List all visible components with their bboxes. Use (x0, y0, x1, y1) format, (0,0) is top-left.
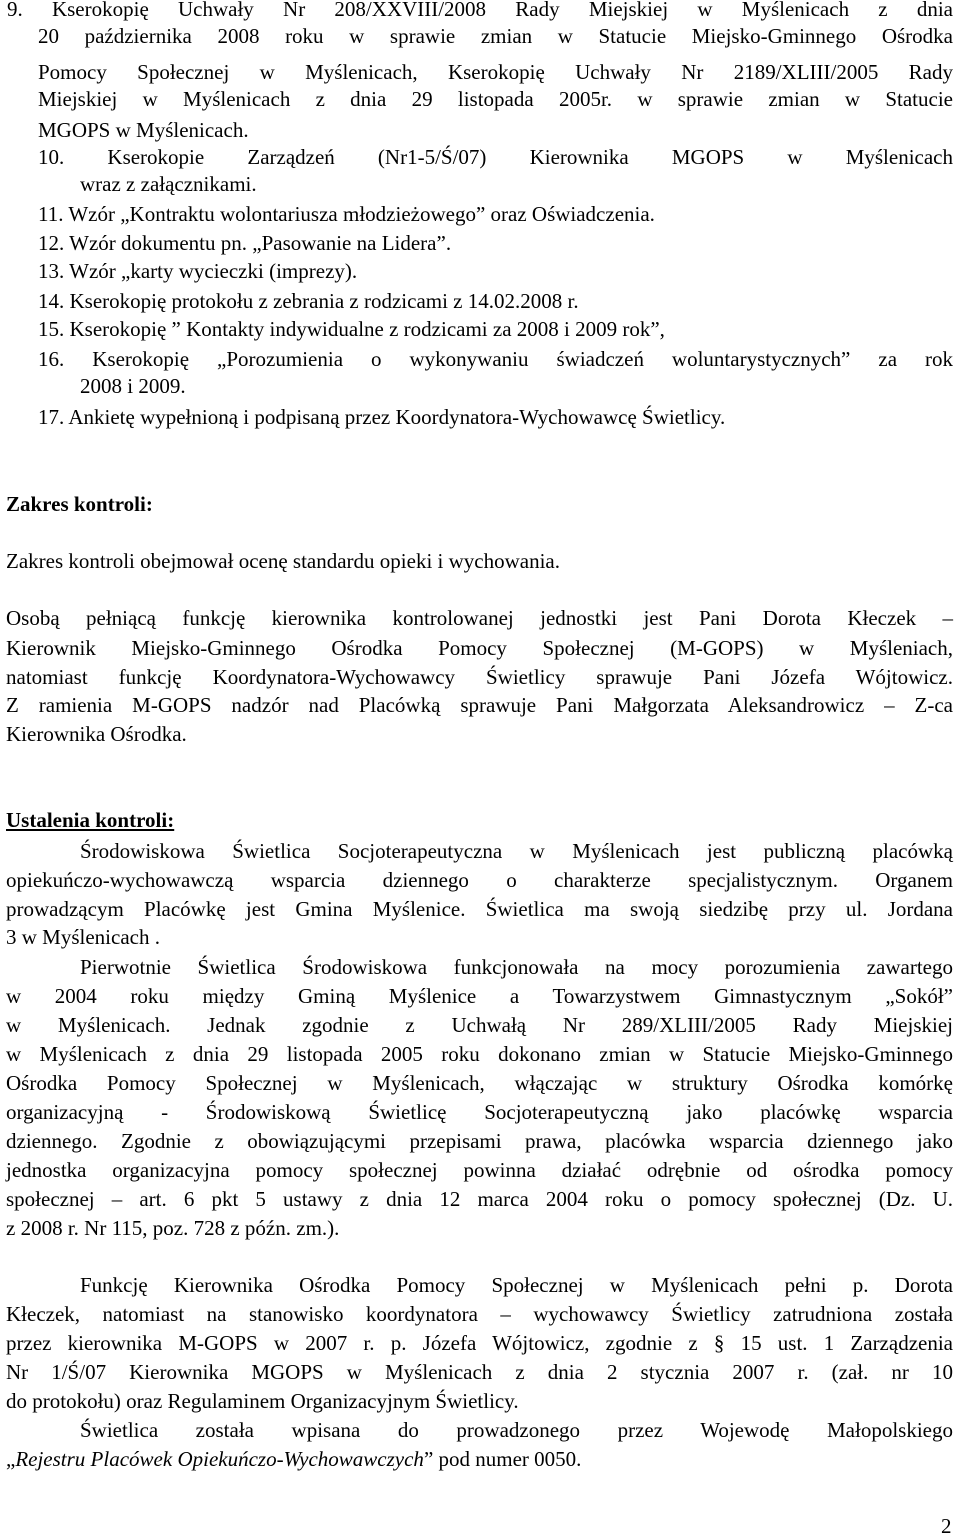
osoba-line-1: Osobą pełniącą funkcję kierownika kontrolowanej jednostki jest Pani Dorota Kłeczek – (6, 606, 953, 630)
ustalenia-p2-line-5: Ośrodka Pomocy Społecznej w Myślenicach, włączając w struktury Ośrodka komórkę (6, 1071, 953, 1095)
list-item-13: 13. Wzór „karty wycieczki (imprezy). (38, 259, 358, 283)
ustalenia-p1-line-1: Środowiskowa Świetlica Socjoterapeutyczna w Myślenicach jest publiczną placówką (80, 839, 953, 863)
ustalenia-p3-line-4: Nr 1/Ś/07 Kierownika MGOPS w Myślenicach z dnia 2 stycznia 2007 r. (zał. nr 10 (6, 1360, 953, 1384)
osoba-line-3: natomiast funkcję Koordynatora-Wychowawcy Świetlicy sprawuje Pani Józefa Wójtowicz. (6, 665, 953, 689)
ustalenia-p2-line-4: w Myślenicach z dnia 29 listopada 2005 roku dokonano zmian w Statucie Miejsko-Gminnego (6, 1042, 953, 1066)
ustalenia-p1-line-4: 3 w Myślenicach . (6, 925, 160, 949)
osoba-line-4: Z ramienia M-GOPS nadzór nad Placówką sprawuje Pani Małgorzata Aleksandrowicz – Z-ca (6, 693, 953, 717)
list-item-15: 15. Kserokopię ” Kontakty indywidualne z rodzicami za 2008 i 2009 rok”, (38, 317, 665, 341)
list-item-9-line-1: 9. Kserokopię Uchwały Nr 208/XXVIII/2008 Rady Miejskiej w Myślenicach z dnia (7, 0, 953, 21)
register-number-text: ” pod numer 0050. (423, 1447, 582, 1471)
list-item-10-line-2: wraz z załącznikami. (80, 172, 257, 196)
ustalenia-p2-line-6: organizacyjną - Środowiskową Świetlicę Socjoterapeutyczną jako placówkę wsparcia (6, 1100, 953, 1124)
quote-open: „ (6, 1447, 16, 1471)
list-item-9-line-4: Miejskiej w Myślenicach z dnia 29 listopada 2005r. w sprawie zmian w Statucie (38, 87, 953, 111)
ustalenia-p2-line-1: Pierwotnie Świetlica Środowiskowa funkcjonowała na mocy porozumienia zawartego (80, 955, 953, 979)
list-item-14: 14. Kserokopię protokołu z zebrania z rodzicami z 14.02.2008 r. (38, 289, 579, 313)
register-name: Rejestru Placówek Opiekuńczo-Wychowawczych (15, 1447, 424, 1471)
ustalenia-p2-line-7: dziennego. Zgodnie z obowiązującymi przepisami prawa, placówka wsparcia dziennego jako (6, 1129, 953, 1153)
ustalenia-p2-line-8: jednostka organizacyjna pomocy społecznej powinna działać odrębnie od ośrodka pomocy (6, 1158, 953, 1182)
ustalenia-p4-line-1: Świetlica została wpisana do prowadzonego przez Wojewodę Małopolskiego (80, 1418, 953, 1442)
ustalenia-p2-line-3: w Myślenicach. Jednak zgodnie z Uchwałą Nr 289/XLIII/2005 Rady Miejskiej (6, 1013, 953, 1037)
ustalenia-p2-line-9: społecznej – art. 6 pkt 5 ustawy z dnia 12 marca 2004 roku o pomocy społecznej (Dz. U. (6, 1187, 953, 1211)
section-heading-ustalenia: Ustalenia kontroli: (6, 808, 175, 832)
list-item-12: 12. Wzór dokumentu pn. „Pasowanie na Lidera”. (38, 231, 452, 255)
list-item-16-line-2: 2008 i 2009. (80, 374, 186, 398)
ustalenia-p3-line-5: do protokołu) oraz Regulaminem Organizacyjnym Świetlicy. (6, 1389, 519, 1413)
osoba-line-2: Kierownik Miejsko-Gminnego Ośrodka Pomocy Społecznej (M-GOPS) w Myśleniach, (6, 636, 953, 660)
list-item-16-line-1: 16. Kserokopię „Porozumienia o wykonywaniu świadczeń woluntarystycznych” za rok (38, 347, 953, 371)
zakres-text: Zakres kontroli obejmował ocenę standardu opieki i wychowania. (6, 549, 560, 573)
page-number: 2 (941, 1514, 952, 1538)
ustalenia-p2-line-10: z 2008 r. Nr 115, poz. 728 z późn. zm.). (6, 1216, 340, 1240)
ustalenia-p3-line-1: Funkcję Kierownika Ośrodka Pomocy Społecznej w Myślenicach pełni p. Dorota (80, 1273, 953, 1297)
list-item-9-line-2: 20 października 2008 roku w sprawie zmian w Statucie Miejsko-Gminnego Ośrodka (38, 24, 953, 48)
list-item-17: 17. Ankietę wypełnioną i podpisaną przez Koordynatora-Wychowawcę Świetlicy. (38, 405, 726, 429)
ustalenia-p3-line-2: Kłeczek, natomiast na stanowisko koordynatora – wychowawcy Świetlicy zatrudniona została (6, 1302, 953, 1326)
section-heading-zakres: Zakres kontroli: (6, 492, 153, 516)
osoba-line-5: Kierownika Ośrodka. (6, 722, 187, 746)
ustalenia-p1-line-2: opiekuńczo-wychowawczą wsparcia dziennego o charakterze specjalistycznym. Organem (6, 868, 953, 892)
list-item-9-line-5: MGOPS w Myślenicach. (38, 118, 249, 142)
list-item-10-line-1: 10. Kserokopie Zarządzeń (Nr1-5/Ś/07) Kierownika MGOPS w Myślenicach (38, 145, 953, 169)
list-item-9-line-3: Pomocy Społecznej w Myślenicach, Kserokopię Uchwały Nr 2189/XLIII/2005 Rady (38, 60, 953, 84)
ustalenia-p3-line-3: przez kierownika M-GOPS w 2007 r. p. Józefa Wójtowicz, zgodnie z § 15 ust. 1 Zarządzenia (6, 1331, 953, 1355)
ustalenia-p4-line-2 (6, 1446, 581, 1472)
ustalenia-p2-line-2: w 2004 roku między Gminą Myślenice a Towarzystwem Gimnastycznym „Sokół” (6, 984, 953, 1008)
list-item-11: 11. Wzór „Kontraktu wolontariusza młodzieżowego” oraz Oświadczenia. (38, 202, 655, 226)
ustalenia-p1-line-3: prowadzącym Placówkę jest Gmina Myślenice. Świetlica ma swoją siedzibę przy ul. Jordana (6, 897, 953, 921)
